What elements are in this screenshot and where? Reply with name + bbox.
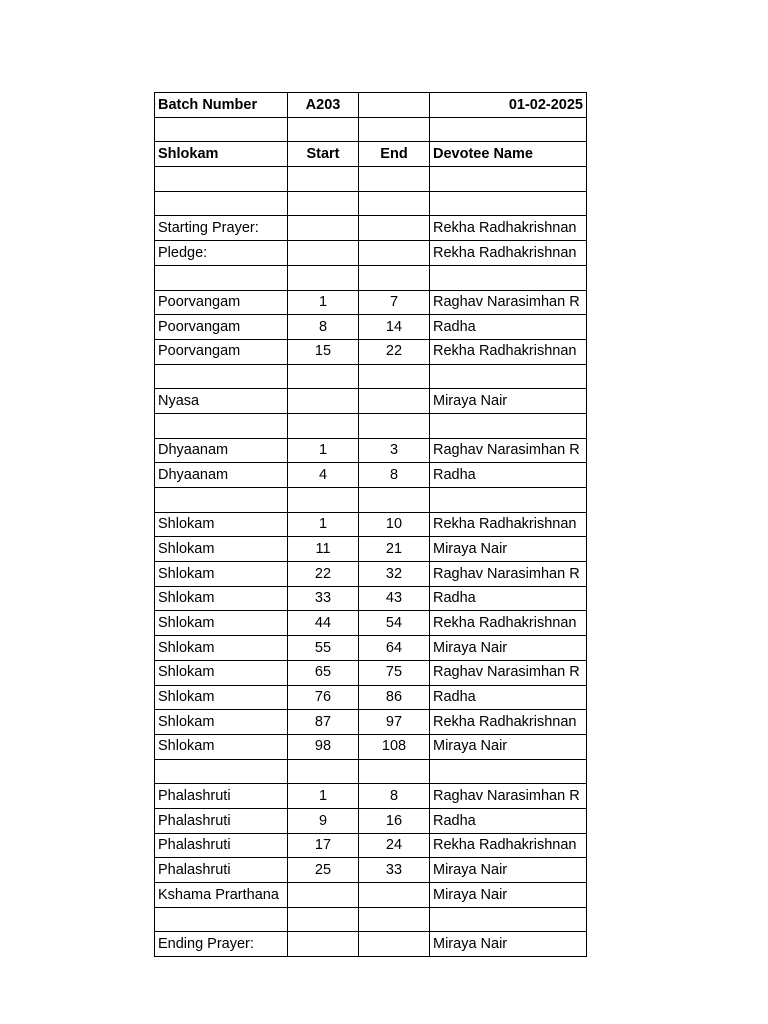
start-cell: 1: [288, 290, 359, 315]
col-header-end: End: [359, 142, 430, 167]
start-cell: [288, 932, 359, 957]
blank-cell: [155, 759, 288, 784]
devotee-cell: Rekha Radhakrishnan: [430, 241, 587, 266]
table-row: [155, 562, 587, 587]
start-cell: 33: [288, 586, 359, 611]
end-cell: 21: [359, 537, 430, 562]
blank-row: [155, 907, 587, 932]
shlokam-name-cell: Shlokam: [155, 512, 288, 537]
shlokam-name-cell: Nyasa: [155, 389, 288, 414]
blank-cell: [359, 413, 430, 438]
devotee-cell: Raghav Narasimhan R: [430, 290, 587, 315]
end-cell: 8: [359, 784, 430, 809]
table-row: [155, 710, 587, 735]
table-row: [155, 512, 587, 537]
start-cell: 22: [288, 562, 359, 587]
spacer-row: [155, 117, 587, 142]
shlokam-name-cell: Kshama Prarthana: [155, 883, 288, 908]
start-cell: 76: [288, 685, 359, 710]
table-row: [155, 241, 587, 266]
devotee-cell: Miraya Nair: [430, 389, 587, 414]
devotee-cell: Raghav Narasimhan R: [430, 784, 587, 809]
table-row: [155, 833, 587, 858]
start-cell: 1: [288, 438, 359, 463]
end-cell: 10: [359, 512, 430, 537]
start-cell: [288, 389, 359, 414]
shlokam-name-cell: Ending Prayer:: [155, 932, 288, 957]
end-cell: 54: [359, 611, 430, 636]
blank-cell: [155, 413, 288, 438]
start-cell: 4: [288, 463, 359, 488]
devotee-cell: Radha: [430, 586, 587, 611]
start-cell: 8: [288, 315, 359, 340]
blank-cell: [155, 191, 288, 216]
batch-row: [155, 93, 587, 118]
end-cell: 75: [359, 660, 430, 685]
blank-cell: [155, 364, 288, 389]
blank-row: [155, 413, 587, 438]
blank-cell: [288, 117, 359, 142]
devotee-cell: Rekha Radhakrishnan: [430, 216, 587, 241]
shlokam-name-cell: Poorvangam: [155, 290, 288, 315]
shlokam-name-cell: Shlokam: [155, 685, 288, 710]
column-header-row: [155, 142, 587, 167]
shlokam-name-cell: Shlokam: [155, 611, 288, 636]
end-cell: 22: [359, 339, 430, 364]
shlokam-name-cell: Shlokam: [155, 636, 288, 661]
start-cell: 11: [288, 537, 359, 562]
blank-cell: [430, 759, 587, 784]
blank-row: [155, 167, 587, 192]
blank-cell: [288, 413, 359, 438]
end-cell: 16: [359, 808, 430, 833]
shlokam-name-cell: Shlokam: [155, 734, 288, 759]
blank-cell: [359, 907, 430, 932]
end-cell: 43: [359, 586, 430, 611]
blank-row: [155, 265, 587, 290]
start-cell: 25: [288, 858, 359, 883]
blank-cell: [359, 488, 430, 513]
end-cell: 86: [359, 685, 430, 710]
devotee-cell: Radha: [430, 315, 587, 340]
blank-cell: [155, 488, 288, 513]
blank-cell: [430, 265, 587, 290]
blank-cell: [288, 265, 359, 290]
shlokam-name-cell: Dhyaanam: [155, 438, 288, 463]
blank-cell: [288, 488, 359, 513]
shlokam-name-cell: Dhyaanam: [155, 463, 288, 488]
batch-label-cell: Batch Number: [155, 93, 288, 118]
sheet-body: [155, 93, 587, 957]
shlokam-name-cell: Phalashruti: [155, 784, 288, 809]
blank-cell: [430, 191, 587, 216]
table-row: [155, 586, 587, 611]
start-cell: 55: [288, 636, 359, 661]
end-cell: 64: [359, 636, 430, 661]
end-cell: [359, 883, 430, 908]
start-cell: 17: [288, 833, 359, 858]
blank-cell: [359, 364, 430, 389]
devotee-cell: Miraya Nair: [430, 883, 587, 908]
start-cell: 44: [288, 611, 359, 636]
shlokam-name-cell: Starting Prayer:: [155, 216, 288, 241]
end-cell: 33: [359, 858, 430, 883]
table-row: [155, 339, 587, 364]
start-cell: 1: [288, 512, 359, 537]
table-row: [155, 463, 587, 488]
table-row: [155, 438, 587, 463]
table-row: [155, 537, 587, 562]
blank-cell: [430, 488, 587, 513]
shlokam-name-cell: Pledge:: [155, 241, 288, 266]
table-row: [155, 932, 587, 957]
blank-cell: [288, 907, 359, 932]
blank-row: [155, 759, 587, 784]
devotee-cell: Miraya Nair: [430, 537, 587, 562]
shlokam-name-cell: Shlokam: [155, 586, 288, 611]
start-cell: 1: [288, 784, 359, 809]
devotee-cell: Miraya Nair: [430, 734, 587, 759]
end-cell: 7: [359, 290, 430, 315]
blank-cell: [430, 907, 587, 932]
devotee-cell: Raghav Narasimhan R: [430, 660, 587, 685]
shlokam-name-cell: Phalashruti: [155, 833, 288, 858]
devotee-cell: Radha: [430, 685, 587, 710]
end-cell: [359, 932, 430, 957]
end-cell: [359, 241, 430, 266]
start-cell: 98: [288, 734, 359, 759]
shlokam-name-cell: Poorvangam: [155, 339, 288, 364]
table-row: [155, 660, 587, 685]
blank-cell: [430, 364, 587, 389]
devotee-cell: Rekha Radhakrishnan: [430, 339, 587, 364]
end-cell: 97: [359, 710, 430, 735]
blank-cell: [288, 167, 359, 192]
table-row: [155, 216, 587, 241]
end-cell: [359, 216, 430, 241]
devotee-cell: Rekha Radhakrishnan: [430, 710, 587, 735]
shlokam-name-cell: Shlokam: [155, 537, 288, 562]
assignment-sheet: [154, 92, 587, 957]
end-cell: 3: [359, 438, 430, 463]
blank-cell: [155, 265, 288, 290]
start-cell: [288, 883, 359, 908]
batch-number-cell: A203: [288, 93, 359, 118]
shlokam-name-cell: Phalashruti: [155, 858, 288, 883]
blank-cell: [359, 117, 430, 142]
devotee-cell: Miraya Nair: [430, 858, 587, 883]
start-cell: 9: [288, 808, 359, 833]
header-empty-cell: [359, 93, 430, 118]
table-row: [155, 883, 587, 908]
blank-cell: [288, 364, 359, 389]
devotee-cell: Rekha Radhakrishnan: [430, 833, 587, 858]
table-row: [155, 808, 587, 833]
devotee-cell: Raghav Narasimhan R: [430, 562, 587, 587]
blank-cell: [288, 191, 359, 216]
blank-cell: [155, 907, 288, 932]
start-cell: 65: [288, 660, 359, 685]
table-row: [155, 315, 587, 340]
shlokam-name-cell: Poorvangam: [155, 315, 288, 340]
start-cell: [288, 216, 359, 241]
blank-cell: [359, 167, 430, 192]
table-row: [155, 290, 587, 315]
shlokam-name-cell: Shlokam: [155, 710, 288, 735]
devotee-cell: Miraya Nair: [430, 636, 587, 661]
batch-date-cell: 01-02-2025: [430, 93, 587, 118]
table-row: [155, 685, 587, 710]
table-row: [155, 636, 587, 661]
blank-row: [155, 488, 587, 513]
end-cell: 14: [359, 315, 430, 340]
start-cell: 15: [288, 339, 359, 364]
start-cell: [288, 241, 359, 266]
devotee-cell: Rekha Radhakrishnan: [430, 512, 587, 537]
col-header-shlokam: Shlokam: [155, 142, 288, 167]
end-cell: 24: [359, 833, 430, 858]
blank-cell: [430, 413, 587, 438]
devotee-cell: Radha: [430, 463, 587, 488]
shlokam-name-cell: Phalashruti: [155, 808, 288, 833]
devotee-cell: Rekha Radhakrishnan: [430, 611, 587, 636]
end-cell: 32: [359, 562, 430, 587]
blank-cell: [430, 167, 587, 192]
table-row: [155, 611, 587, 636]
blank-cell: [359, 191, 430, 216]
end-cell: 8: [359, 463, 430, 488]
blank-cell: [359, 759, 430, 784]
blank-row: [155, 364, 587, 389]
blank-row: [155, 191, 587, 216]
blank-cell: [155, 167, 288, 192]
end-cell: [359, 389, 430, 414]
table-row: [155, 389, 587, 414]
shlokam-name-cell: Shlokam: [155, 660, 288, 685]
devotee-cell: Radha: [430, 808, 587, 833]
blank-cell: [359, 265, 430, 290]
blank-cell: [430, 117, 587, 142]
devotee-cell: Miraya Nair: [430, 932, 587, 957]
col-header-devotee: Devotee Name: [430, 142, 587, 167]
blank-cell: [155, 117, 288, 142]
shlokam-name-cell: Shlokam: [155, 562, 288, 587]
devotee-cell: Raghav Narasimhan R: [430, 438, 587, 463]
table-row: [155, 784, 587, 809]
col-header-start: Start: [288, 142, 359, 167]
table-row: [155, 734, 587, 759]
blank-cell: [288, 759, 359, 784]
table-row: [155, 858, 587, 883]
start-cell: 87: [288, 710, 359, 735]
end-cell: 108: [359, 734, 430, 759]
